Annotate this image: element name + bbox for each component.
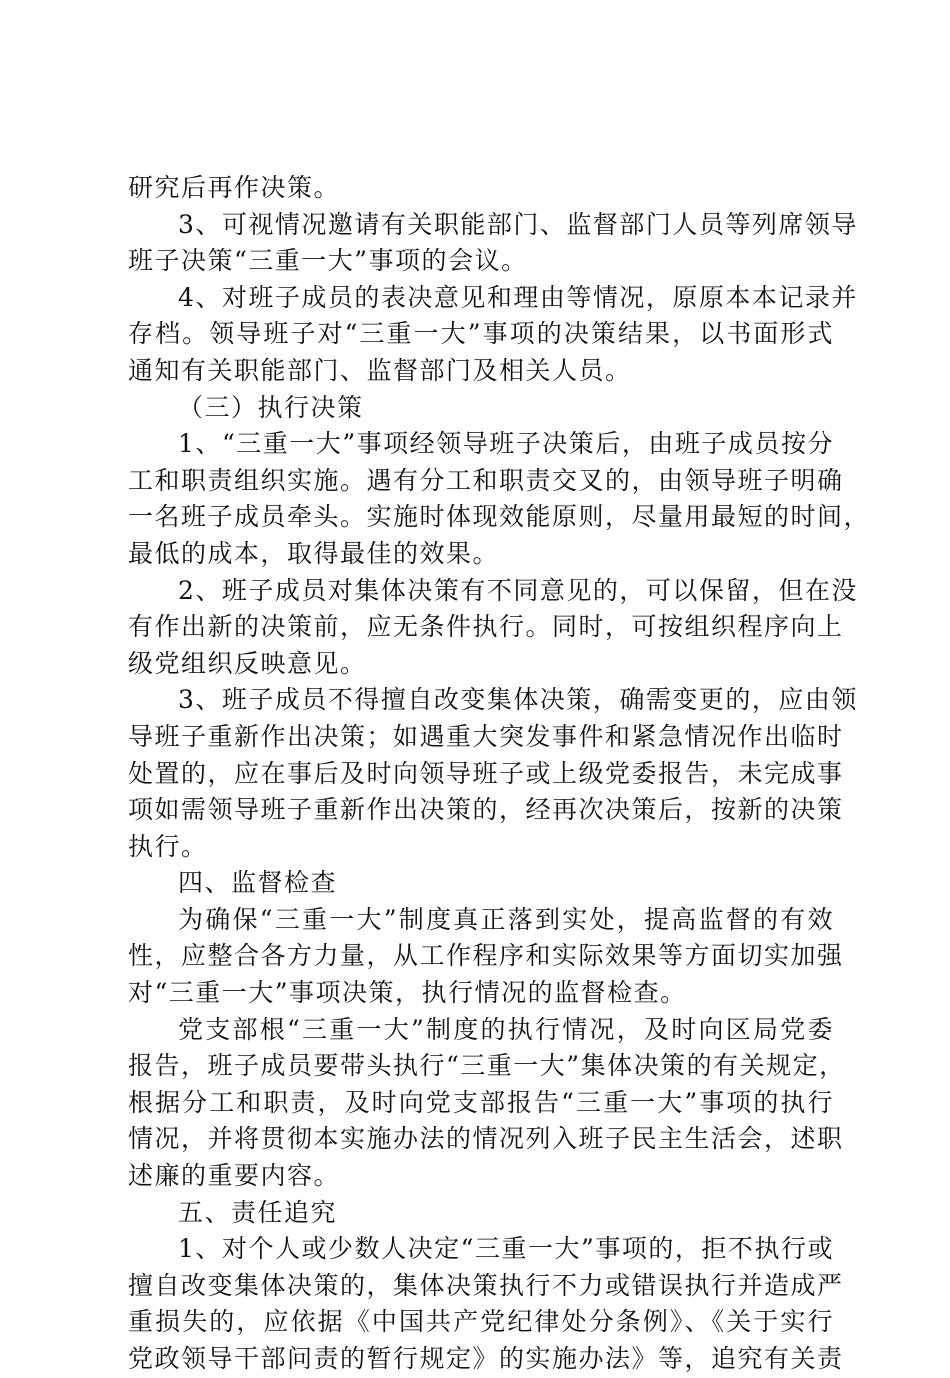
document-body <box>128 170 871 1378</box>
text-line: 1、“三重一大”事项经领导班子决策后，由班子成员按分 <box>178 429 834 459</box>
text-line: 最低的成本，取得最佳的效果。 <box>128 538 500 568</box>
text-line: 述廉的重要内容。 <box>128 1161 341 1191</box>
text-line: 为确保“三重一大”制度真正落到实处，提高监督的有效 <box>178 904 834 934</box>
text-line: 党支部根“三重一大”制度的执行情况，及时向区局党委 <box>178 1014 834 1044</box>
text-line: 3、可视情况邀请有关职能部门、监督部门人员等列席领导 <box>178 209 858 239</box>
text-line: 班子决策“三重一大”事项的会议。 <box>128 246 528 276</box>
text-line: 执行。 <box>128 831 208 861</box>
text-line: 项如需领导班子重新作出决策的，经再次决策后，按新的决策 <box>128 795 844 825</box>
text-line: 有作出新的决策前，应无条件执行。同时，可按组织程序向上 <box>128 612 844 642</box>
text-line: 擅自改变集体决策的，集体决策执行不力或错误执行并造成严 <box>128 1270 844 1300</box>
text-line: 1、对个人或少数人决定“三重一大”事项的，拒不执行或 <box>178 1234 834 1264</box>
text-line: 根据分工和职责，及时向党支部报告“三重一大”事项的执行 <box>128 1087 834 1117</box>
text-line: 四、监督检查 <box>178 868 338 898</box>
text-line: 一名班子成员牵头。实施时体现效能原则，尽量用最短的时间， <box>128 502 871 532</box>
text-line: 导班子重新作出决策；如遇重大突发事件和紧急情况作出临时 <box>128 721 844 751</box>
text-line: 情况，并将贯彻本实施办法的情况列入班子民主生活会，述职 <box>128 1124 844 1154</box>
text-line: 重损失的，应依据《中国共产党纪律处分条例》、《关于实行 <box>128 1307 834 1337</box>
text-line: 研究后再作决策。 <box>128 173 341 202</box>
text-line: 通知有关职能部门、监督部门及相关人员。 <box>128 355 632 385</box>
text-line: 性，应整合各方力量，从工作程序和实际效果等方面切实加强 <box>128 941 844 971</box>
text-line: 存档。领导班子对“三重一大”事项的决策结果，以书面形式 <box>128 319 834 349</box>
text-line: 4、对班子成员的表决意见和理由等情况，原原本本记录并 <box>178 282 858 312</box>
text-line: （三）执行决策 <box>178 392 364 422</box>
text-line: 五、责任追究 <box>178 1197 338 1227</box>
text-line: 报告，班子成员要带头执行“三重一大”集体决策的有关规定， <box>128 1051 846 1081</box>
text-line: 工和职责组织实施。遇有分工和职责交叉的，由领导班子明确 <box>128 465 844 495</box>
text-line: 2、班子成员对集体决策有不同意见的，可以保留，但在没 <box>178 575 858 605</box>
text-line: 对“三重一大”事项决策，执行情况的监督检查。 <box>128 978 687 1008</box>
text-line: 处置的，应在事后及时向领导班子或上级党委报告，未完成事 <box>128 758 844 788</box>
text-line: 3、班子成员不得擅自改变集体决策，确需变更的，应由领 <box>178 685 858 715</box>
text-line: 级党组织反映意见。 <box>128 648 367 678</box>
text-line: 党政领导干部问责的暂行规定》的实施办法》等，追究有关责 <box>128 1344 844 1373</box>
